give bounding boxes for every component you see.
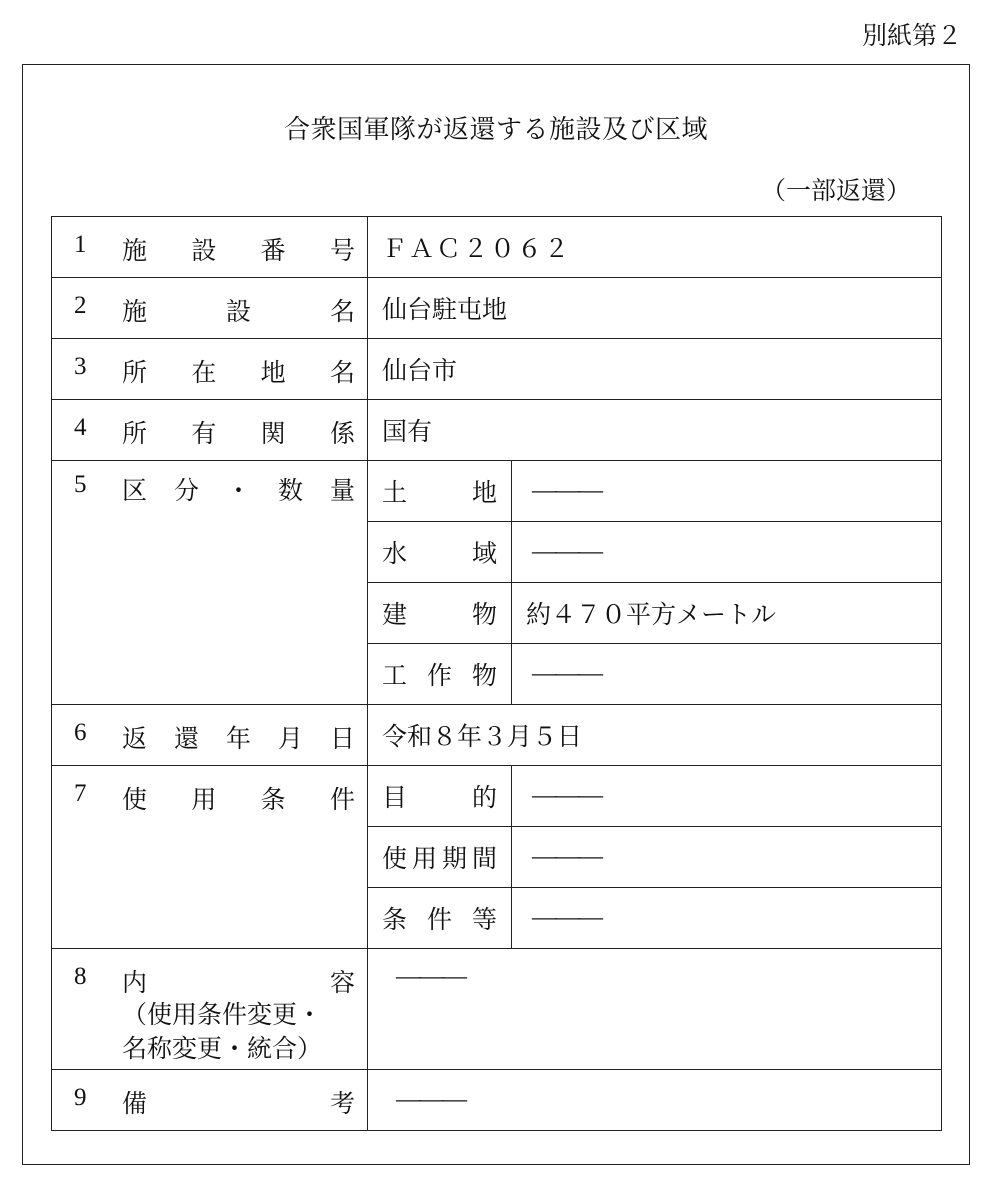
sub-label: 条件等 bbox=[382, 907, 497, 934]
row-label: 備考 bbox=[122, 1091, 355, 1118]
sub-value: ――― bbox=[532, 782, 601, 809]
row-number: 4 bbox=[74, 414, 87, 441]
sub-value: 約４７０平方メートル bbox=[512, 583, 942, 644]
document-frame bbox=[22, 64, 970, 1165]
row-value: ――― bbox=[396, 963, 465, 990]
sub-value: ――― bbox=[532, 904, 601, 931]
sub-label: 土地 bbox=[382, 480, 497, 507]
row-number: 9 bbox=[74, 1084, 87, 1111]
row-number: 6 bbox=[74, 719, 87, 746]
row-number: 5 bbox=[74, 471, 87, 498]
table-row bbox=[52, 217, 942, 278]
row-label: 内容 bbox=[122, 970, 355, 997]
table-row bbox=[52, 339, 942, 400]
facility-table bbox=[51, 216, 942, 1131]
row-value: 令和８年３月５日 bbox=[368, 705, 942, 766]
row-label: 所在地名 bbox=[122, 360, 355, 387]
row-value: 仙台市 bbox=[368, 339, 942, 400]
row-value: 国有 bbox=[368, 400, 942, 461]
sub-label: 水域 bbox=[382, 541, 497, 568]
row-number: 8 bbox=[74, 963, 87, 990]
sub-label: 工作物 bbox=[382, 663, 497, 690]
row-number: 1 bbox=[74, 231, 87, 258]
table-row bbox=[52, 400, 942, 461]
row-label: 区分・数量 bbox=[122, 478, 355, 505]
row-label: 施設番号 bbox=[122, 238, 355, 265]
table-row bbox=[52, 766, 942, 827]
sub-value: ――― bbox=[532, 477, 601, 504]
sub-value: ――― bbox=[532, 843, 601, 870]
table-row bbox=[52, 705, 942, 766]
table-row bbox=[52, 278, 942, 339]
row-number: 2 bbox=[74, 292, 87, 319]
row-label: 施設名 bbox=[122, 299, 355, 326]
row-label-line3: 名称変更・統合） bbox=[122, 1036, 323, 1063]
row-number: 3 bbox=[74, 353, 87, 380]
row-number: 7 bbox=[74, 780, 87, 807]
document-subtitle: （一部返還） bbox=[760, 178, 911, 205]
row-value: ＦＡＣ２０６２ bbox=[368, 217, 942, 278]
sub-label: 建物 bbox=[382, 602, 497, 629]
table-row bbox=[52, 1070, 942, 1131]
row-label: 返還年月日 bbox=[122, 726, 355, 753]
sub-value: ――― bbox=[532, 538, 601, 565]
document-title: 合衆国軍隊が返還する施設及び区域 bbox=[283, 115, 708, 144]
row-value: 仙台駐屯地 bbox=[368, 278, 942, 339]
row-value: ――― bbox=[396, 1086, 465, 1113]
row-label-line2: （使用条件変更・ bbox=[122, 1002, 323, 1029]
table-row bbox=[52, 461, 942, 522]
row-label: 所有関係 bbox=[122, 421, 355, 448]
table-row bbox=[52, 949, 942, 1070]
sub-value: ――― bbox=[532, 660, 601, 687]
sub-label: 使用期間 bbox=[382, 846, 497, 873]
sub-label: 目的 bbox=[382, 785, 497, 812]
annex-label: 別紙第２ bbox=[861, 23, 962, 50]
row-label: 使用条件 bbox=[122, 787, 355, 814]
